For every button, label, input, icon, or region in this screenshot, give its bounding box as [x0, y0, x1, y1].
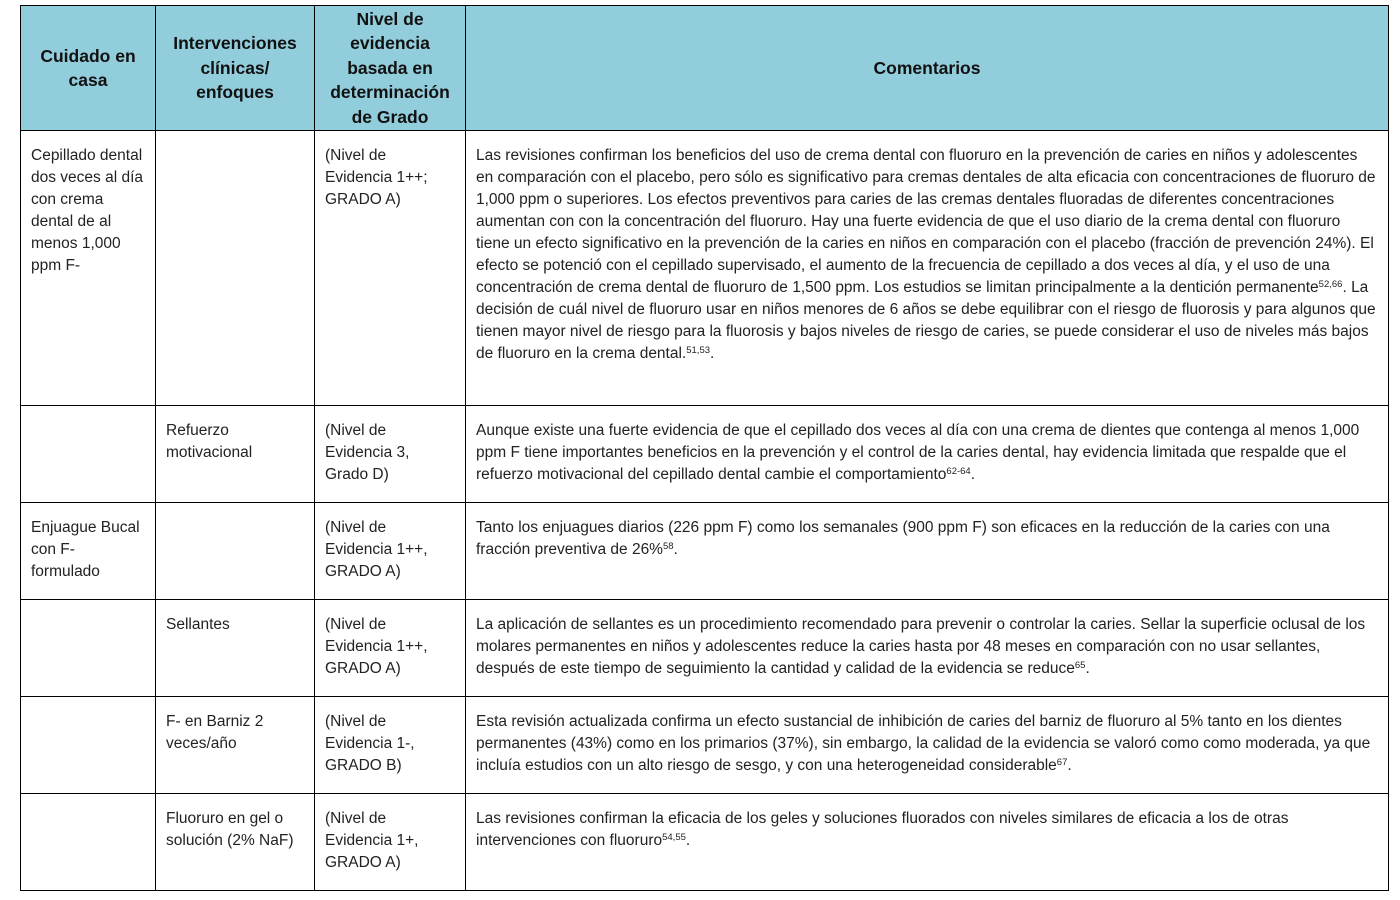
cell-clinical: Fluoruro en gel o solución (2% NaF): [156, 794, 315, 891]
cell-evidence: (Nivel de Evidencia 1++, GRADO A): [315, 503, 466, 600]
cell-clinical: Sellantes: [156, 600, 315, 697]
cell-comment: [466, 794, 1389, 891]
cell-home-care: [21, 406, 156, 503]
header-home-care: Cuidado en casa: [21, 6, 156, 131]
table-row: [21, 697, 1389, 794]
comment-text: Las revisiones confirman los beneficios del uso de crema dental con fluoruro en la prevención de caries en niños y adolescentes en comparación con el placebo, pero sólo es significativo para cremas dentales de alta eficacia con concentraciones de fluoruro de 1,000 ppm o superiores. Los efectos preventivos para caries de las cremas dentales fluoradas de diferentes concentraciones aumentan con con la concentración del fluoruro. Hay una fuerte evidencia de que el uso diario de la crema dental con fluoruro tiene un efecto significativo en la prevención de la caries en niños en comparación con el placebo (fracción de prevención 24%). El efecto se potenció con el cepillado supervisado, el aumento de la frecuencia de cepillado a dos veces al día, y el uso de una concentración de crema dental de fluoruro de 1,500 ppm. Los estudios se limitan principalmente a la dentición permanente: [476, 147, 1376, 296]
cell-home-care: Enjuague Bucal con F- formulado: [21, 503, 156, 600]
cell-comment: [466, 503, 1389, 600]
comment-end: .: [1067, 757, 1072, 774]
comment-text: Aunque existe una fuerte evidencia de que el cepillado dos veces al día con una crema de dientes que contenga al menos 1,000 ppm F tiene importantes beneficios en la prevención y el control de la caries dental, hay evidencia limitada que respalde que el refuerzo motivacional del cepillado dental cambie el comportamiento: [476, 422, 1360, 483]
comment-end: .: [685, 832, 691, 849]
cell-clinical: Refuerzo motivacional: [156, 406, 315, 503]
evidence-table: [20, 5, 1389, 891]
cell-comment: [466, 697, 1389, 794]
comment-end: .: [673, 541, 678, 558]
cell-clinical: [156, 131, 315, 406]
table-row: [21, 600, 1389, 697]
header-clinical-interventions: Intervenciones clínicas/ enfoques: [156, 6, 315, 131]
comment-end: .: [970, 466, 976, 483]
cell-evidence: (Nivel de Evidencia 1-, GRADO B): [315, 697, 466, 794]
cell-clinical: F- en Barniz 2 veces/año: [156, 697, 315, 794]
reference-superscript: 51,53: [686, 345, 711, 356]
cell-comment: [466, 131, 1389, 406]
reference-superscript: 54,55: [662, 832, 686, 843]
table-row: [21, 503, 1389, 600]
reference-superscript: 52,66: [1318, 279, 1343, 290]
reference-superscript: 58: [662, 541, 674, 552]
cell-clinical: [156, 503, 315, 600]
cell-comment: [466, 406, 1389, 503]
cell-home-care: [21, 794, 156, 891]
comment-text: Tanto los enjuagues diarios (226 ppm F) como los semanales (900 ppm F) son eficaces en la reducción de la caries con una fracción preventiva de 26%: [476, 519, 1330, 558]
header-evidence-level: Nivel de evidencia basada en determinación de Grado: [315, 6, 466, 131]
cell-evidence: (Nivel de Evidencia 1+, GRADO A): [315, 794, 466, 891]
table-row: [21, 131, 1389, 406]
reference-superscript: 62-64: [946, 466, 971, 477]
cell-evidence: (Nivel de Evidencia 1++; GRADO A): [315, 131, 466, 406]
reference-superscript: 65: [1074, 660, 1086, 671]
cell-home-care: [21, 697, 156, 794]
cell-home-care: [21, 600, 156, 697]
table-row: [21, 406, 1389, 503]
comment-text: Esta revisión actualizada confirma un efecto sustancial de inhibición de caries del barniz de fluoruro al 5% tanto en los dientes permanentes (43%) como en los primarios (37%), sin embargo, la calidad de la evidencia se valoró como como moderada, ya que incluía estudios con un alto riesgo de sesgo, y con una heterogeneidad considerable: [476, 713, 1371, 774]
header-comments: Comentarios: [466, 6, 1389, 131]
cell-evidence: (Nivel de Evidencia 3, Grado D): [315, 406, 466, 503]
comment-end: .: [1085, 660, 1090, 677]
cell-evidence: (Nivel de Evidencia 1++, GRADO A): [315, 600, 466, 697]
table-row: [21, 794, 1389, 891]
cell-home-care: Cepillado dental dos veces al día con crema dental de al menos 1,000 ppm F-: [21, 131, 156, 406]
comment-end: .: [710, 345, 715, 362]
comment-text-continued: . La decisión de cuál nivel de fluoruro usar en niños menores de 6 años se debe equilibrar con el riesgo de fluorosis y para algunos que tienen mayor nivel de riesgo para la fluorosis y bajos niveles de riesgo de caries, se puede considerar el uso de niveles más bajos de fluoruro en la crema dental.: [476, 279, 1376, 362]
comment-text: La aplicación de sellantes es un procedimiento recomendado para prevenir o controlar la caries. Sellar la superficie oclusal de los molares permanentes en niños y adolescentes reduce la caries hasta por 48 meses en comparación con no usar sellantes, después de este tiempo de seguimiento la cantidad y calidad de la evidencia se reduce: [476, 616, 1366, 677]
table-header-row: [21, 6, 1389, 131]
cell-comment: [466, 600, 1389, 697]
comment-text: Las revisiones confirman la eficacia de los geles y soluciones fluorados con niveles similares de eficacia a los de otras intervenciones con fluoruro: [476, 810, 1289, 849]
reference-superscript: 67: [1056, 757, 1068, 768]
